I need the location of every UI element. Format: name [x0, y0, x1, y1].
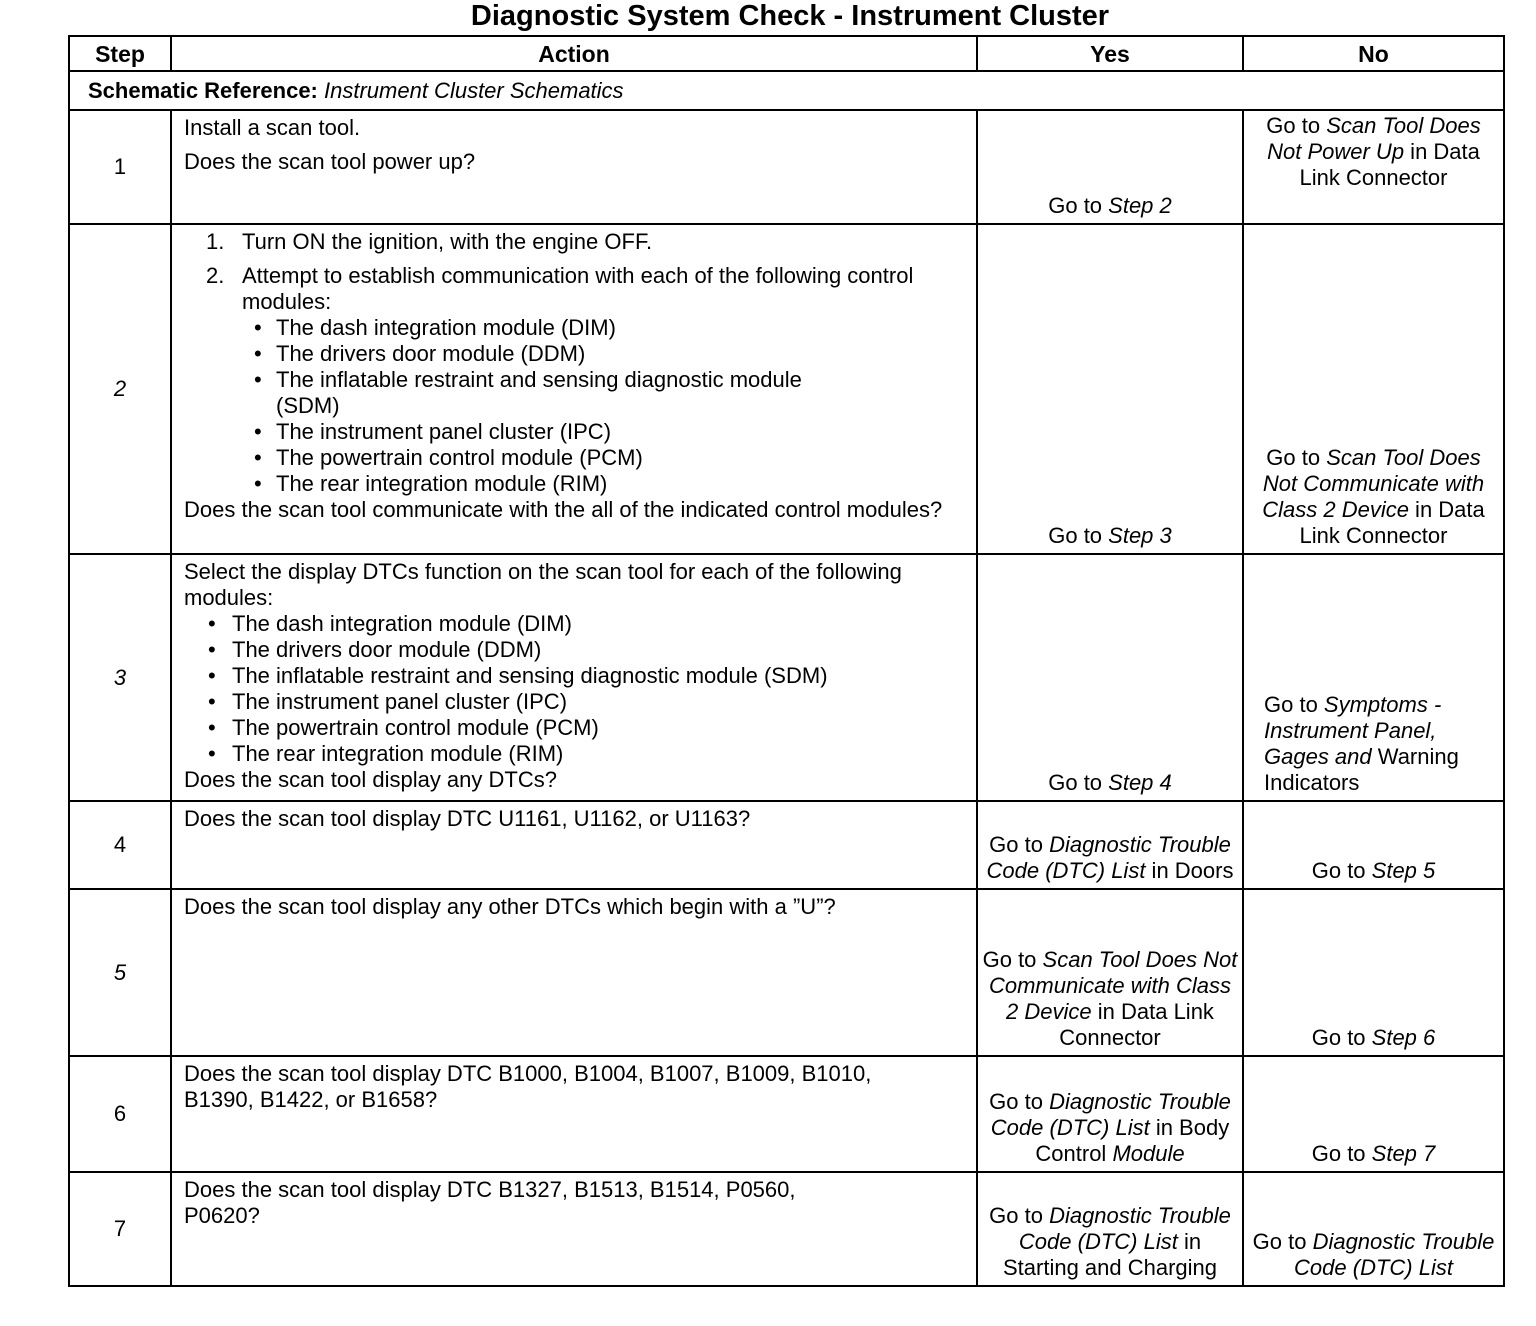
- action-cell: [171, 801, 977, 889]
- bullet-item: • The rear integration module (RIM): [254, 471, 608, 496]
- numbered-item: 1. Turn ON the ignition, with the engine OFF.: [206, 229, 653, 254]
- bullet-item: • The inflatable restraint and sensing diagnostic module (SDM): [254, 367, 802, 418]
- yes-link[interactable]: Diagnostic Trouble Code (DTC) List: [990, 1089, 1231, 1140]
- step-number: 5: [69, 889, 171, 1056]
- step-number: 7: [69, 1172, 171, 1286]
- table-row: [69, 801, 1504, 889]
- action-cell: [171, 224, 977, 554]
- no-link[interactable]: Step 7: [1371, 1141, 1436, 1166]
- no-cell: Go to Step 5: [1243, 801, 1504, 889]
- step-number: 1: [69, 110, 171, 224]
- table-row: [69, 1172, 1504, 1286]
- action-cell: [171, 889, 977, 1056]
- no-link[interactable]: Step 5: [1371, 858, 1436, 883]
- action-question: Does the scan tool display DTC B1000, B1004, B1007, B1009, B1010, B1390, B1422, or B1658?: [184, 1061, 872, 1112]
- table-row: [69, 224, 1504, 554]
- step-number: 6: [69, 1056, 171, 1172]
- yes-link[interactable]: Diagnostic Trouble Code (DTC) List: [1018, 1203, 1231, 1254]
- reference-link[interactable]: Instrument Cluster Schematics: [324, 77, 624, 103]
- no-cell: Go to Symptoms - Instrument Panel, Gages and Warning Indicators: [1243, 554, 1504, 801]
- header-yes: Yes: [977, 36, 1243, 71]
- bullet-item: • The instrument panel cluster (IPC): [208, 689, 568, 714]
- yes-link[interactable]: Step 4: [1108, 770, 1172, 795]
- action-cell: [171, 1056, 977, 1172]
- diagnostic-table: [68, 35, 1505, 1287]
- action-cell: [171, 110, 977, 224]
- page-title: Diagnostic System Check - Instrument Cluster: [470, 0, 1110, 32]
- reference-label: Schematic Reference:: [88, 77, 318, 103]
- yes-cell: Go to Step 2: [977, 110, 1243, 224]
- no-cell: Go to Diagnostic Trouble Code (DTC) List: [1243, 1172, 1504, 1286]
- bullet-item: • The powertrain control module (PCM): [254, 445, 643, 470]
- no-link[interactable]: Diagnostic Trouble Code (DTC) List: [1294, 1229, 1495, 1280]
- action-text: Select the display DTCs function on the scan tool for each of the following modules:: [184, 559, 902, 610]
- yes-link[interactable]: Step 3: [1108, 523, 1172, 548]
- no-link[interactable]: Scan Tool Does Not Communicate with Class 2 Device: [1262, 445, 1485, 522]
- numbered-item: 2. Attempt to establish communication with each of the following control modules:: [206, 263, 914, 314]
- table-row: [69, 889, 1504, 1056]
- action-question: Does the scan tool display any other DTCs which begin with a ”U”?: [184, 894, 836, 919]
- yes-cell: Go to Step 4: [977, 554, 1243, 801]
- no-link[interactable]: Step 6: [1371, 1025, 1436, 1050]
- step-number: 4: [69, 801, 171, 889]
- table-row: [69, 554, 1504, 801]
- action-question: Does the scan tool power up?: [184, 149, 476, 174]
- no-cell: Go to Scan Tool Does Not Communicate with Class 2 Device in Data Link Connector: [1243, 224, 1504, 554]
- reference-row: [69, 71, 1504, 110]
- bullet-item: • The dash integration module (DIM): [254, 315, 616, 340]
- bullet-item: • The inflatable restraint and sensing diagnostic module (SDM): [208, 663, 828, 688]
- yes-link[interactable]: Scan Tool Does Not Communicate with Class 2 Device: [988, 947, 1238, 1024]
- step-number: 3: [69, 554, 171, 801]
- no-link[interactable]: Scan Tool Does Not Power Up: [1267, 113, 1481, 164]
- yes-cell: Go to Diagnostic Trouble Code (DTC) List in Doors: [977, 801, 1243, 889]
- action-question: Does the scan tool display any DTCs?: [184, 767, 557, 792]
- table-row: [69, 110, 1504, 224]
- bullet-item: • The drivers door module (DDM): [208, 637, 542, 662]
- schematic-reference: [69, 71, 1504, 110]
- action-question: Does the scan tool communicate with the all of the indicated control modules?: [184, 497, 943, 522]
- no-cell: Go to Step 7: [1243, 1056, 1504, 1172]
- header-action: Action: [171, 36, 977, 71]
- bullet-item: • The drivers door module (DDM): [254, 341, 586, 366]
- action-cell: [171, 554, 977, 801]
- yes-cell: Go to Diagnostic Trouble Code (DTC) List in Starting and Charging: [977, 1172, 1243, 1286]
- bullet-item: • The instrument panel cluster (IPC): [254, 419, 612, 444]
- yes-cell: Go to Scan Tool Does Not Communicate with Class 2 Device in Data Link Connector: [977, 889, 1243, 1056]
- yes-cell: Go to Step 3: [977, 224, 1243, 554]
- yes-cell: Go to Diagnostic Trouble Code (DTC) List in Body Control Module: [977, 1056, 1243, 1172]
- no-link[interactable]: Symptoms - Instrument Panel, Gages and: [1264, 692, 1442, 769]
- step-number: 2: [69, 224, 171, 554]
- bullet-item: • The powertrain control module (PCM): [208, 715, 599, 740]
- no-cell: Go to Scan Tool Does Not Power Up in Data Link Connector: [1243, 110, 1504, 224]
- bullet-item: • The dash integration module (DIM): [208, 611, 572, 636]
- header-row: [69, 36, 1504, 71]
- action-cell: [171, 1172, 977, 1286]
- action-question: Does the scan tool display DTC U1161, U1162, or U1163?: [184, 806, 751, 831]
- table-row: [69, 1056, 1504, 1172]
- bullet-item: • The rear integration module (RIM): [208, 741, 564, 766]
- header-step: Step: [69, 36, 171, 71]
- yes-link[interactable]: Step 2: [1108, 193, 1172, 218]
- yes-link[interactable]: Diagnostic Trouble Code (DTC) List: [986, 832, 1231, 883]
- header-no: No: [1243, 36, 1504, 71]
- action-text: Install a scan tool.: [184, 115, 361, 140]
- no-cell: Go to Step 6: [1243, 889, 1504, 1056]
- action-question: Does the scan tool display DTC B1327, B1513, B1514, P0560, P0620?: [184, 1177, 796, 1228]
